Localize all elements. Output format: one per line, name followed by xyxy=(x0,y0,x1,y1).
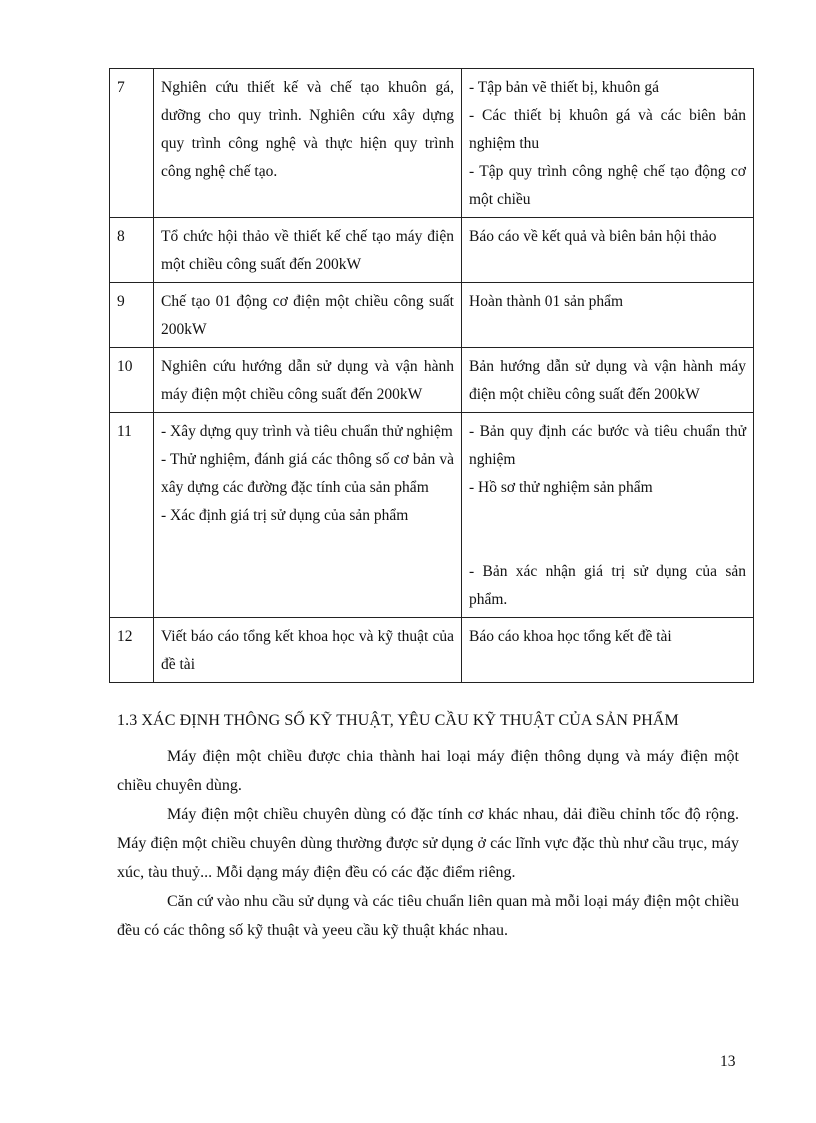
row-number: 10 xyxy=(110,348,154,413)
blank-space xyxy=(469,502,746,530)
table-row xyxy=(110,218,754,283)
section-body xyxy=(117,742,739,945)
result-cell xyxy=(462,348,754,413)
table-row xyxy=(110,69,754,218)
task-text: Nghiên cứu thiết kế và chế tạo khuôn gá, dưỡng cho quy trình. Nghiên cứu xây dựng quy trình công nghệ và thực hiện quy trình công nghệ chế tạo. xyxy=(161,79,454,180)
result-cell xyxy=(462,218,754,283)
result-cell xyxy=(462,413,754,618)
paragraph: Căn cứ vào nhu cầu sử dụng và các tiêu chuẩn liên quan mà mỗi loại máy điện một chiều đều có các thông số kỹ thuật và yeeu cầu kỹ thuật khác nhau. xyxy=(117,893,739,939)
task-text: Nghiên cứu hướng dẫn sử dụng và vận hành máy điện một chiều công suất đến 200kW xyxy=(161,358,454,403)
page-number: 13 xyxy=(720,1053,736,1070)
task-table xyxy=(109,68,754,683)
result-text: Hoàn thành 01 sản phẩm xyxy=(469,293,624,310)
row-number: 8 xyxy=(110,218,154,283)
result-text: - Tập bản vẽ thiết bị, khuôn gá xyxy=(469,79,659,96)
row-number: 7 xyxy=(110,69,154,218)
task-cell xyxy=(154,413,462,618)
row-number: 9 xyxy=(110,283,154,348)
table-row xyxy=(110,283,754,348)
paragraph: Máy điện một chiều chuyên dùng có đặc tính cơ khác nhau, dải điều chỉnh tốc độ rộng. Máy điện một chiều chuyên dùng thường được sử dụng ở các lĩnh vực đặc thù như cầu trục, máy xúc, tàu thuỷ... Mỗi dạng máy điện đều có các đặc điểm riêng. xyxy=(117,806,739,881)
task-cell xyxy=(154,218,462,283)
task-text: Viết báo cáo tổng kết khoa học và kỹ thuật của đề tài xyxy=(161,628,454,673)
result-text: - Tập quy trình công nghệ chế tạo động cơ một chiều xyxy=(469,163,746,208)
table-row xyxy=(110,348,754,413)
paragraph: Máy điện một chiều được chia thành hai loại máy điện thông dụng và máy điện một chiều chuyên dùng. xyxy=(117,748,739,794)
result-text: Báo cáo về kết quả và biên bản hội thảo xyxy=(469,228,717,245)
result-text: - Bản quy định các bước và tiêu chuẩn thử nghiệm xyxy=(469,423,746,468)
task-text: - Xây dựng quy trình và tiêu chuẩn thử nghiệm xyxy=(161,423,453,440)
row-number: 11 xyxy=(110,413,154,618)
result-cell xyxy=(462,69,754,218)
task-cell xyxy=(154,69,462,218)
result-text: Báo cáo khoa học tổng kết đề tài xyxy=(469,628,672,645)
blank-space xyxy=(469,530,746,558)
task-cell xyxy=(154,348,462,413)
task-text: Tổ chức hội thảo về thiết kế chế tạo máy điện một chiều công suất đến 200kW xyxy=(161,228,454,273)
result-text: - Các thiết bị khuôn gá và các biên bản nghiệm thu xyxy=(469,107,746,152)
result-cell xyxy=(462,283,754,348)
task-text: Chế tạo 01 động cơ điện một chiều công suất 200kW xyxy=(161,293,454,338)
task-text: - Xác định giá trị sử dụng của sản phẩm xyxy=(161,507,409,524)
table-row xyxy=(110,413,754,618)
section-heading: 1.3 XÁC ĐỊNH THÔNG SỐ KỸ THUẬT, YÊU CẦU KỸ THUẬT CỦA SẢN PHẨM xyxy=(117,712,679,729)
row-number: 12 xyxy=(110,618,154,683)
result-text: - Bản xác nhận giá trị sử dụng của sản phẩm. xyxy=(469,563,746,608)
result-text: - Hồ sơ thử nghiệm sản phẩm xyxy=(469,479,653,496)
table-row xyxy=(110,618,754,683)
task-cell xyxy=(154,283,462,348)
result-text: Bản hướng dẫn sử dụng và vận hành máy điện một chiều công suất đến 200kW xyxy=(469,358,746,403)
task-cell xyxy=(154,618,462,683)
task-text: - Thử nghiệm, đánh giá các thông số cơ bản và xây dựng các đường đặc tính của sản phẩm xyxy=(161,451,454,496)
result-cell xyxy=(462,618,754,683)
